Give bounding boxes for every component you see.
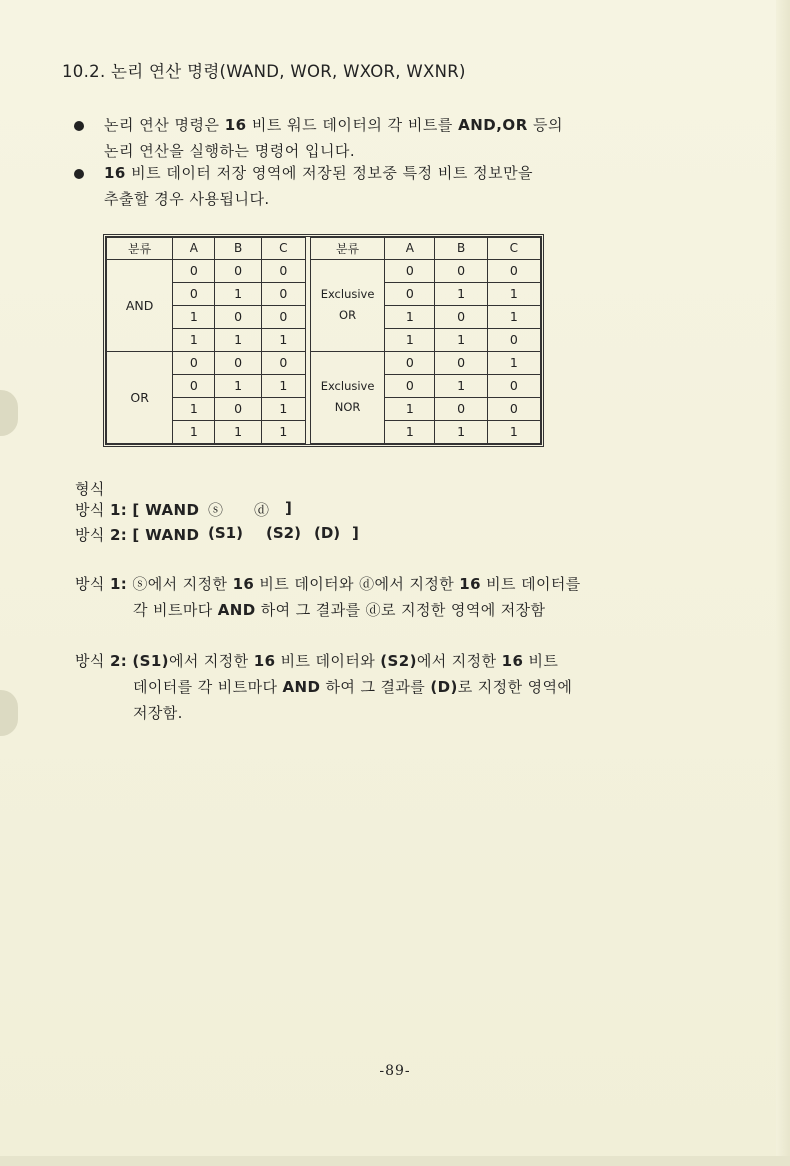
table-cell: 0 [487,397,540,420]
method-1-operand-d: ⓓ [254,501,270,519]
table-cell: 0 [215,259,261,282]
table-cell: 1 [261,420,305,443]
table-cell: 1 [173,328,215,351]
section-title: 10.2. 논리 연산 명령(WAND, WOR, WXOR, WXNR) [62,62,466,81]
table-cell: 1 [487,351,540,374]
method-1-operand-s: ⓢ [208,501,224,519]
table-header-cell: B [435,238,487,260]
table-cell: 1 [487,282,540,305]
table-cell: 1 [261,397,305,420]
table-cell: 0 [173,259,215,282]
table-cell: 1 [385,305,435,328]
table-cell: 1 [215,374,261,397]
table-cell: 1 [435,420,487,443]
table-header-cell: 분류 [310,238,384,260]
table-header-cell: A [385,238,435,260]
table-row [107,259,541,282]
table-cell: 0 [215,351,261,374]
table-header-cell: A [173,238,215,260]
table-cell: 0 [261,282,305,305]
table-cell: 0 [385,282,435,305]
table-cell: 1 [435,328,487,351]
format-heading: 형식 [75,480,105,498]
punch-hole [0,690,18,736]
table-cell: 0 [173,374,215,397]
method-1-format: 방식 1: [ WAND [75,501,200,519]
table-cell: 1 [435,374,487,397]
method-1-close: ] [285,499,292,517]
method-1-description: 방식 1: ⓢ에서 지정한 16 비트 데이터와 ⓓ에서 지정한 16 비트 데이터를 각 비트마다 AND 하여 그 결과를 ⓓ로 지정한 영역에 저장함 [75,575,581,619]
table-cell: 0 [173,282,215,305]
table-cell: 1 [385,328,435,351]
method-2-close: ] [352,524,359,542]
bullet-paragraph-1: 논리 연산 명령은 16 비트 워드 데이터의 각 비트를 AND,OR 등의 논리 연산을 실행하는 명령어 입니다. [104,116,563,160]
method-2-operand-d: (D) [314,524,341,542]
table-cell: 0 [173,351,215,374]
punch-hole [0,390,18,436]
table-cell: 0 [435,305,487,328]
table-cell: 0 [487,328,540,351]
bullet-icon [74,169,84,179]
truth-table [106,237,541,444]
group-label-and: AND [107,259,173,351]
table-cell: 1 [385,420,435,443]
group-label-or: OR [107,351,173,443]
table-cell: 1 [173,420,215,443]
table-cell: 0 [215,305,261,328]
page-edge [776,0,790,1166]
table-cell: 0 [261,305,305,328]
table-header-cell: C [487,238,540,260]
table-cell: 1 [215,420,261,443]
table-header-row [107,238,541,260]
table-cell: 0 [261,351,305,374]
method-2-operand-s1: (S1) [208,524,243,542]
table-cell: 1 [261,328,305,351]
table-cell: 0 [487,259,540,282]
table-cell: 0 [385,351,435,374]
table-cell: 1 [215,328,261,351]
table-cell: 0 [487,374,540,397]
table-cell: 1 [261,374,305,397]
table-cell: 1 [435,282,487,305]
group-label-xnor: Exclusive NOR [310,351,384,443]
table-cell: 1 [487,305,540,328]
table-header-cell: C [261,238,305,260]
table-cell: 0 [435,351,487,374]
table-row [107,351,541,374]
table-cell: 0 [261,259,305,282]
method-2-operand-s2: (S2) [266,524,301,542]
table-header-cell: B [215,238,261,260]
page-edge-bottom [0,1156,790,1166]
table-cell: 0 [435,397,487,420]
table-cell: 0 [435,259,487,282]
group-label-xor: Exclusive OR [310,259,384,351]
table-cell: 0 [385,259,435,282]
table-cell: 1 [173,305,215,328]
table-cell: 0 [215,397,261,420]
table-cell: 0 [385,374,435,397]
page-number: -89- [379,1063,411,1079]
method-2-format: 방식 2: [ WAND [75,526,200,544]
table-cell: 1 [385,397,435,420]
table-cell: 1 [215,282,261,305]
bullet-icon [74,121,84,131]
table-cell: 1 [487,420,540,443]
bullet-paragraph-2: 16 비트 데이터 저장 영역에 저장된 정보중 특정 비트 정보만을 추출할 경우 사용됩니다. [104,164,534,208]
table-cell: 1 [173,397,215,420]
method-2-description: 방식 2: (S1)에서 지정한 16 비트 데이터와 (S2)에서 지정한 16 비트 데이터를 각 비트마다 AND 하여 그 결과를 (D)로 지정한 영역에 저장함. [75,652,573,722]
table-header-cell: 분류 [107,238,173,260]
